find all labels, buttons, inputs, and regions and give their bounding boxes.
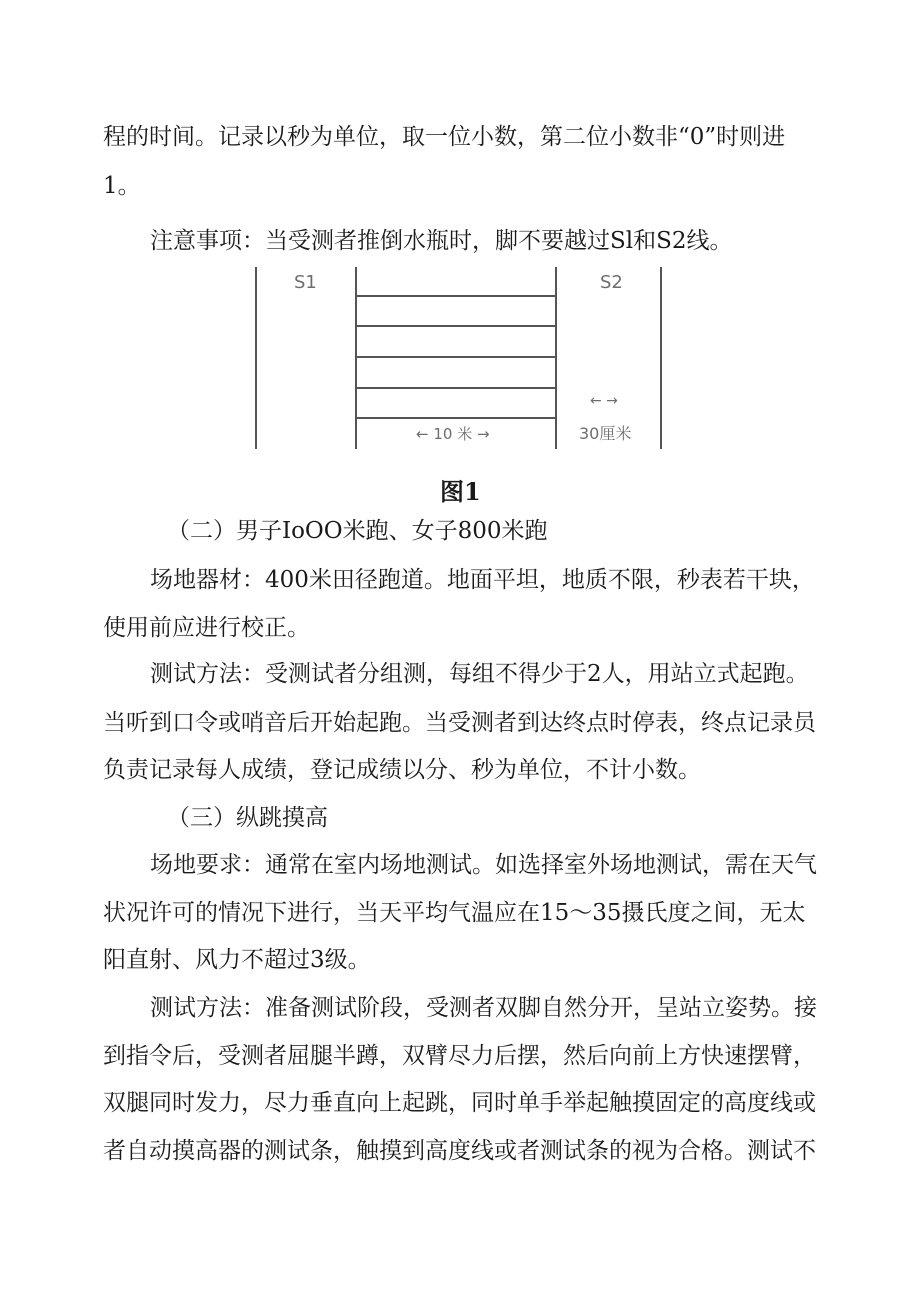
section-heading: （二）男子IoOO米跑、女子800米跑 <box>167 518 548 544</box>
paragraph-line: 状况许可的情况下进行，当天平均气温应在15～35摄氏度之间，无太 <box>103 900 806 926</box>
paragraph-line: 双腿同时发力，尽力垂直向上起跳，同时单手举起触摸固定的高度线或 <box>103 1090 816 1116</box>
figure-diagram <box>0 0 920 470</box>
paragraph-line: 1。 <box>103 173 141 199</box>
s2-label: S2 <box>600 272 623 293</box>
gap-arrows: ← → <box>590 393 618 409</box>
figure-caption: 图1 <box>440 477 481 506</box>
paragraph-line: 程的时间。记录以秒为单位，取一位小数，第二位小数非“0”时则进 <box>103 124 786 150</box>
paragraph-line: 使用前应进行校正。 <box>103 615 310 641</box>
paragraph-line: 负责记录每人成绩，登记成绩以分、秒为单位，不计小数。 <box>103 757 701 783</box>
s1-label: S1 <box>294 272 317 293</box>
paragraph-line: 场地器材：400米田径跑道。地面平坦，地质不限，秒表若干块， <box>150 567 815 593</box>
note-line: 注意事项：当受测者推倒水瓶时，脚不要越过Sl和S2线。 <box>150 228 733 254</box>
distance-label: ← 10 米 → <box>416 425 490 443</box>
section-heading: （三）纵跳摸高 <box>167 805 328 831</box>
paragraph-line: 测试方法：准备测试阶段，受测者双脚自然分开，呈站立姿势。接 <box>150 995 817 1021</box>
paragraph-line: 当听到口令或哨音后开始起跑。当受测者到达终点时停表，终点记录员 <box>103 710 816 736</box>
paragraph-line: 场地要求：通常在室内场地测试。如选择室外场地测试，需在天气 <box>150 852 817 878</box>
paragraph-line: 阳直射、风力不超过3级。 <box>103 947 371 973</box>
paragraph-line: 测试方法：受测试者分组测，每组不得少于2人，用站立式起跑。 <box>150 661 809 687</box>
paragraph-line: 到指令后，受测者屈腿半蹲，双臂尽力后摆，然后向前上方快速摆臂， <box>103 1043 816 1069</box>
paragraph-line: 者自动摸高器的测试条，触摸到高度线或者测试条的视为合格。测试不 <box>103 1138 816 1164</box>
gap-label: 30厘米 <box>579 424 632 443</box>
